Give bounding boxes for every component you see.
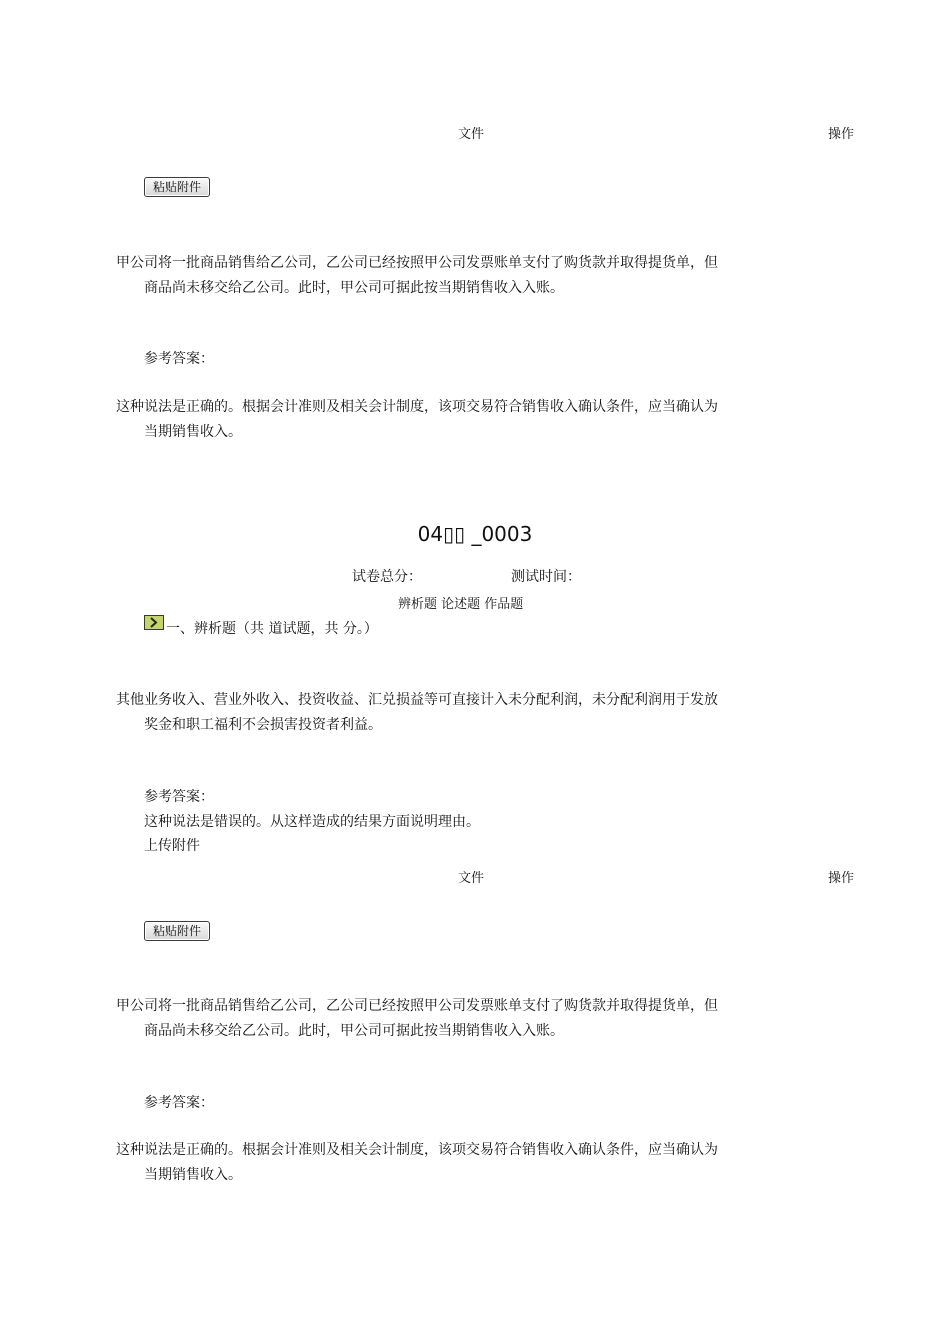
answer-text xyxy=(116,395,816,445)
paste-attachment-button[interactable]: 粘贴附件 xyxy=(144,921,210,941)
answer-text xyxy=(116,1138,816,1188)
total-score-label: 试卷总分： xyxy=(352,569,422,585)
question-line: 商品尚未移交给乙公司。此时，甲公司可据此按当期销售收入入账。 xyxy=(144,280,564,296)
answer-line: 当期销售收入。 xyxy=(144,424,242,440)
answer-line: 这种说法是正确的。根据会计准则及相关会计制度，该项交易符合销售收入确认条件，应当确认为 xyxy=(116,399,718,415)
question-line: 甲公司将一批商品销售给乙公司，乙公司已经按照甲公司发票账单支付了购货款并取得提货单，但 xyxy=(116,998,718,1014)
answer-text: 这种说法是错误的。从这样造成的结果方面说明理由。 xyxy=(144,814,480,830)
question-text xyxy=(116,688,816,738)
question-line: 商品尚未移交给乙公司。此时，甲公司可据此按当期销售收入入账。 xyxy=(144,1023,564,1039)
test-time-label: 测试时间： xyxy=(511,569,581,585)
answer-label: 参考答案： xyxy=(144,1095,214,1111)
answer-label: 参考答案： xyxy=(144,789,214,805)
expand-section-icon[interactable] xyxy=(144,615,164,630)
file-column-header: 文件 xyxy=(458,127,485,142)
question-line: 奖金和职工福利不会损害投资者利益。 xyxy=(144,717,382,733)
question-line: 甲公司将一批商品销售给乙公司，乙公司已经按照甲公司发票账单支付了购货款并取得提货单，但 xyxy=(116,255,718,271)
answer-label: 参考答案： xyxy=(144,351,214,367)
file-column-header: 文件 xyxy=(458,871,485,886)
question-type-list: 辨析题 论述题 作品题 xyxy=(398,597,524,612)
exam-title: 04▯▯ _0003 xyxy=(417,522,533,546)
upload-attachment-label: 上传附件 xyxy=(144,838,200,854)
question-text xyxy=(116,994,816,1044)
question-line: 其他业务收入、营业外收入、投资收益、汇兑损益等可直接计入未分配利润，未分配利润用于发放 xyxy=(116,692,718,708)
paste-attachment-button[interactable]: 粘贴附件 xyxy=(144,177,210,197)
section-heading: 一、辨析题（共 道试题，共 分。） xyxy=(166,621,378,637)
question-text xyxy=(116,251,816,301)
action-column-header: 操作 xyxy=(828,127,855,142)
action-column-header: 操作 xyxy=(828,871,855,886)
answer-line: 这种说法是正确的。根据会计准则及相关会计制度，该项交易符合销售收入确认条件，应当确认为 xyxy=(116,1142,718,1158)
answer-line: 当期销售收入。 xyxy=(144,1167,242,1183)
